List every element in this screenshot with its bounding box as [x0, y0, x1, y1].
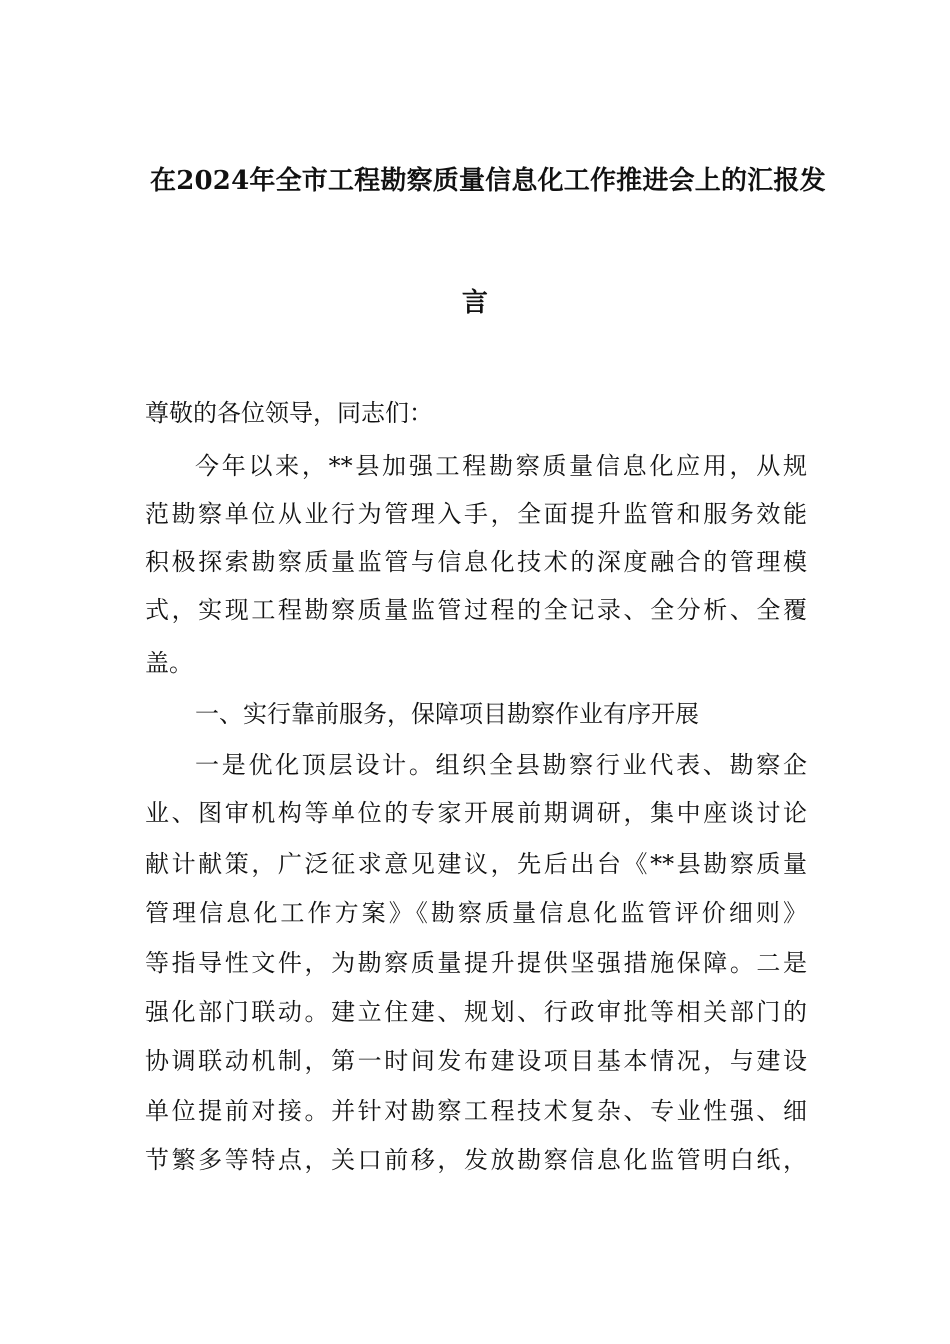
paragraph-line: 积极探索勘察质量监管与信息化技术的深度融合的管理模	[145, 548, 807, 576]
paragraph-line: 范勘察单位从业行为管理入手，全面提升监管和服务效能	[145, 500, 807, 528]
section-heading: 一、实行靠前服务，保障项目勘察作业有序开展	[195, 700, 699, 728]
paragraph-line: 今年以来，**县加强工程勘察质量信息化应用，从规	[195, 452, 807, 480]
paragraph-line: 管理信息化工作方案》《勘察质量信息化监管评价细则》	[145, 899, 807, 927]
paragraph-line: 协调联动机制，第一时间发布建设项目基本情况，与建设	[145, 1047, 807, 1075]
paragraph-line: 献计献策，广泛征求意见建议，先后出台《**县勘察质量	[145, 850, 807, 878]
paragraph-line: 一是优化顶层设计。组织全县勘察行业代表、勘察企	[195, 751, 807, 779]
paragraph-line: 等指导性文件，为勘察质量提升提供坚强措施保障。二是	[145, 949, 807, 977]
paragraph-line: 业、图审机构等单位的专家开展前期调研，集中座谈讨论	[145, 799, 807, 827]
paragraph-line: 式，实现工程勘察质量监管过程的全记录、全分析、全覆	[145, 596, 807, 624]
paragraph-line: 盖。	[145, 649, 193, 677]
document-title-line-2: 言	[461, 288, 489, 318]
paragraph-line: 强化部门联动。建立住建、规划、行政审批等相关部门的	[145, 998, 807, 1026]
document-title-line-1: 在2024年全市工程勘察质量信息化工作推进会上的汇报发	[150, 166, 826, 196]
salutation: 尊敬的各位领导，同志们：	[145, 399, 433, 427]
paragraph-line: 节繁多等特点，关口前移，发放勘察信息化监管明白纸，	[145, 1146, 807, 1174]
paragraph-line: 单位提前对接。并针对勘察工程技术复杂、专业性强、细	[145, 1097, 807, 1125]
